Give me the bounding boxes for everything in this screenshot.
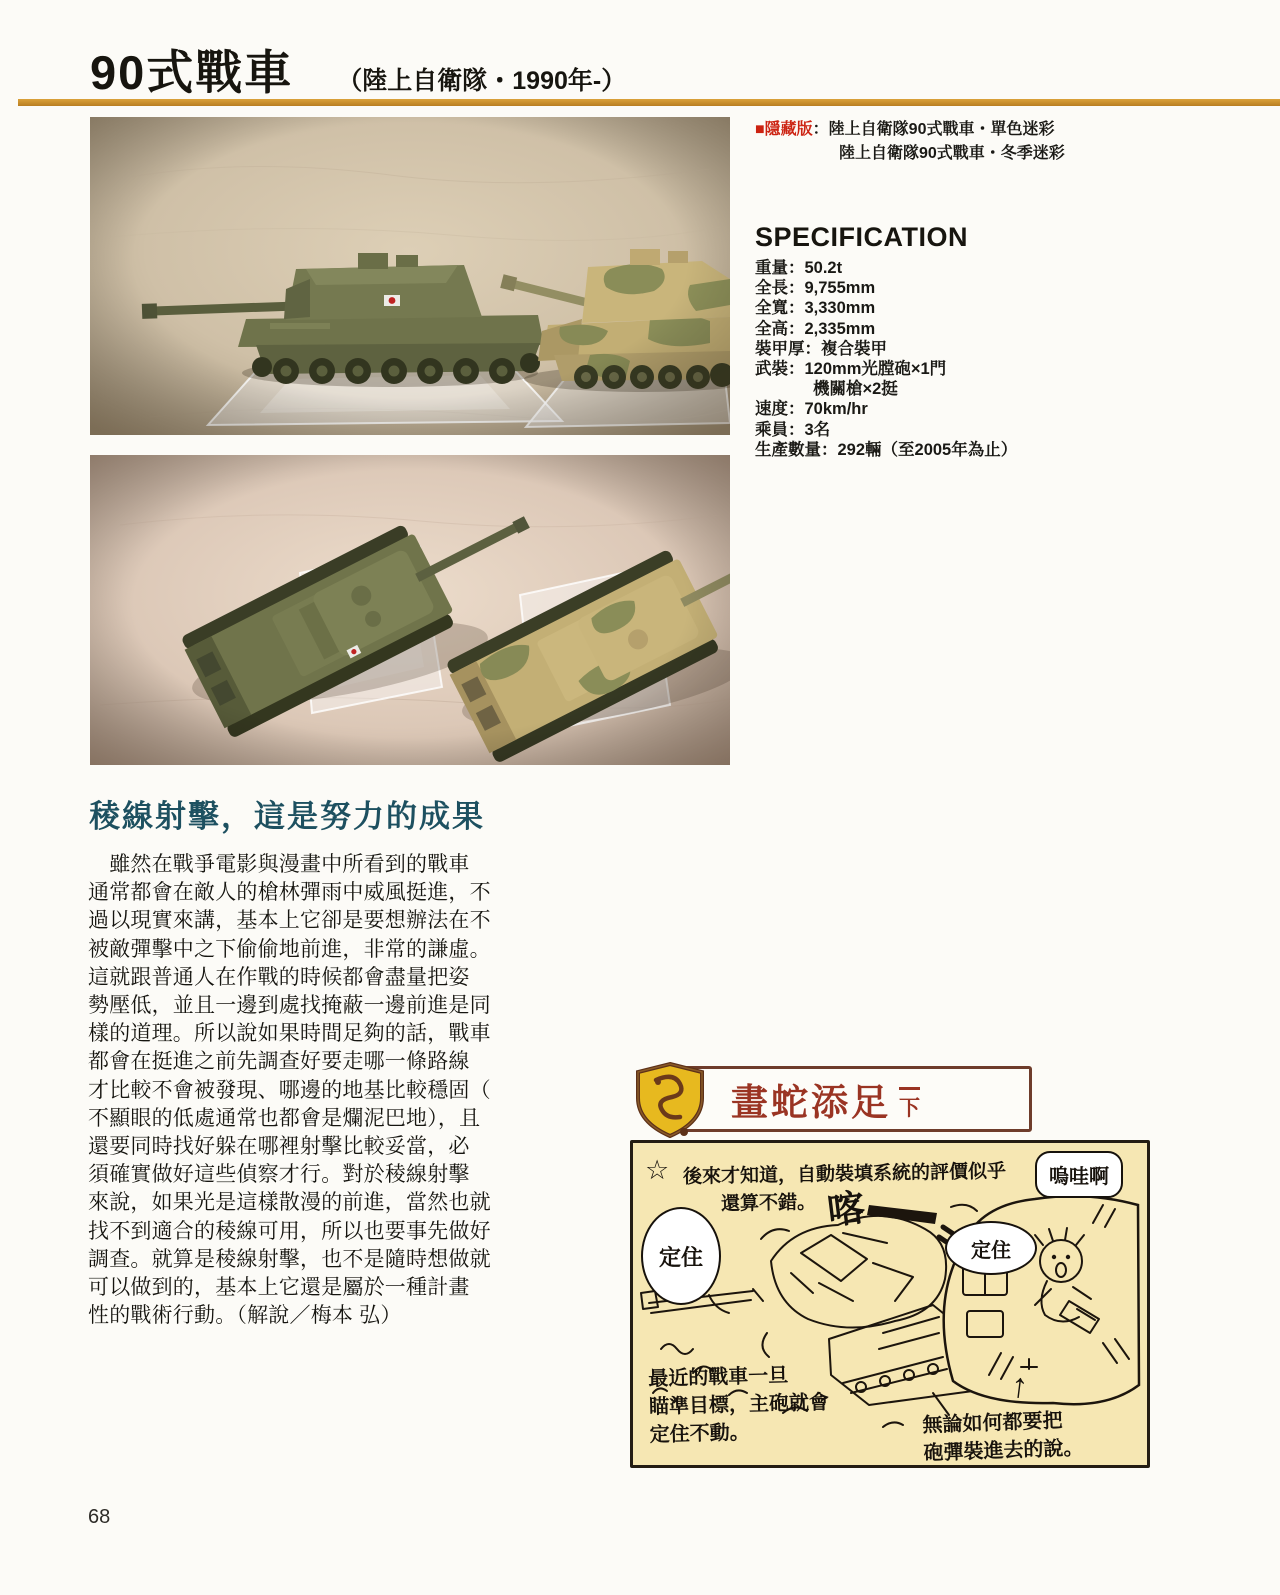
spec-row-height: 全高：2,335mm [755, 319, 876, 338]
article-line: 樣的道理。所以說如果時間足夠的話，戰車 [88, 1022, 491, 1046]
comic-logo-title: 畫蛇添足 [731, 1082, 891, 1123]
article-line: 過以現實來講，基本上它卻是要想辦法在不 [88, 909, 491, 933]
title-rule [18, 99, 1280, 106]
page-subtitle: （陸上自衛隊・1990年-） [337, 67, 627, 95]
spec-row-armor: 裝甲厚：複合裝甲 [755, 339, 887, 358]
page-title: 90式戰車 [90, 46, 294, 99]
article-line: 找不到適合的稜線可用，所以也要事先做好 [88, 1219, 491, 1243]
article-body [88, 851, 518, 1330]
article-line: 這就跟普通人在作戰的時候都會盡量把姿 [88, 965, 470, 989]
spec-row-armament: 武裝：120mm光膛砲×1門 [755, 360, 947, 379]
hidden-version-note [755, 118, 1065, 166]
article-line: 通常都會在敵人的槍林彈雨中威風挺進，不 [88, 881, 491, 905]
caption-line: 定住不動。 [649, 1421, 751, 1447]
article-line: 須確實做好這些偵察才行。對於稜線射擊 [88, 1163, 470, 1187]
page-number: 68 [88, 1506, 111, 1528]
tank-photo-illustration [90, 117, 730, 435]
comic-logo-volume: 下 [899, 1087, 920, 1122]
article-line: 來說，如果光是這樣散漫的前進，當然也就 [88, 1191, 491, 1215]
article-line: 都會在挺進之前先調查好要走哪一條路線 [88, 1050, 470, 1074]
comic-intro-line-1: 後來才知道，自動裝填系統的評價似乎 [682, 1161, 1007, 1188]
comic-panel [630, 1140, 1150, 1468]
comic-caption-left [648, 1361, 830, 1450]
spec-row-production: 生產數量：292輛（至2005年為止） [755, 440, 1018, 459]
hidden-version-text-1: ：陸上自衛隊90式戰車・單色迷彩 [812, 121, 1055, 138]
star-icon: ☆ [645, 1155, 670, 1185]
article-line: 調查。就算是稜線射擊，也不是隨時想做就 [88, 1247, 491, 1271]
comic-intro-line-2: 還算不錯。 [720, 1192, 817, 1215]
page-header [90, 36, 626, 103]
article-line: 不顯眼的低處通常也都會是爛泥巴地），且 [88, 1106, 481, 1130]
snake-shield-icon [628, 1058, 712, 1142]
hidden-version-marker: ■隱藏版 [755, 121, 813, 138]
spec-row-speed: 速度：70km/hr [755, 400, 868, 419]
article-line: 勢壓低，並且一邊到處找掩蔽一邊前進是同 [88, 994, 491, 1018]
article-line: 還要同時找好躲在哪裡射擊比較妥當，必 [88, 1135, 470, 1159]
comic-sound-effect: 喀 [825, 1186, 867, 1233]
speech-bubble-shout: 嗚哇啊 [1035, 1151, 1123, 1198]
article-line: 性的戰術行動。（解說／梅本 弘） [88, 1304, 402, 1328]
comic-logo-box [670, 1066, 1032, 1132]
speech-bubble-hold-inset: 定住 [945, 1221, 1037, 1275]
spec-heading: SPECIFICATION [755, 222, 969, 252]
article-line: 被敵彈擊中之下偷偷地前進，非常的謙虛。 [88, 937, 491, 961]
spec-list [755, 258, 1017, 460]
article-line: 才比較不會被發現、哪邊的地基比較穩固（ [88, 1078, 491, 1102]
comic-logo [628, 1062, 980, 1134]
article-line: 可以做到的，基本上它還是屬於一種計畫 [88, 1276, 470, 1300]
tank-photo-illustration [90, 455, 730, 765]
article-heading: 稜線射擊，這是努力的成果 [89, 799, 485, 834]
spec-row-length: 全長：9,755mm [755, 279, 876, 298]
hidden-version-line-1 [755, 118, 1065, 142]
spec-row-width: 全寬：3,330mm [755, 299, 876, 318]
up-arrow-icon: ↑ [1008, 1366, 1031, 1406]
article-line: 雖然在戰爭電影與漫畫中所看到的戰車 [88, 853, 470, 876]
spec-row-weight: 重量：50.2t [755, 259, 843, 277]
spec-row-armament-2: 機關槍×2挺 [813, 380, 898, 399]
speech-bubble-hold: 定住 [641, 1207, 721, 1305]
photo-rear-view-tanks [90, 455, 730, 765]
comic-caption-right [922, 1406, 1084, 1468]
hidden-version-text-2: 陸上自衛隊90式戰車・冬季迷彩 [839, 145, 1065, 162]
caption-line: 砲彈裝進去的說。 [923, 1437, 1084, 1465]
caption-line: 無論如何都要把 [922, 1409, 1063, 1437]
photo-side-view-tanks [90, 117, 730, 435]
caption-line: 瞄準目標，主砲就會 [648, 1391, 830, 1419]
spec-row-crew: 乘員：3名 [755, 420, 831, 439]
caption-line: 最近的戰車一旦 [648, 1364, 789, 1391]
